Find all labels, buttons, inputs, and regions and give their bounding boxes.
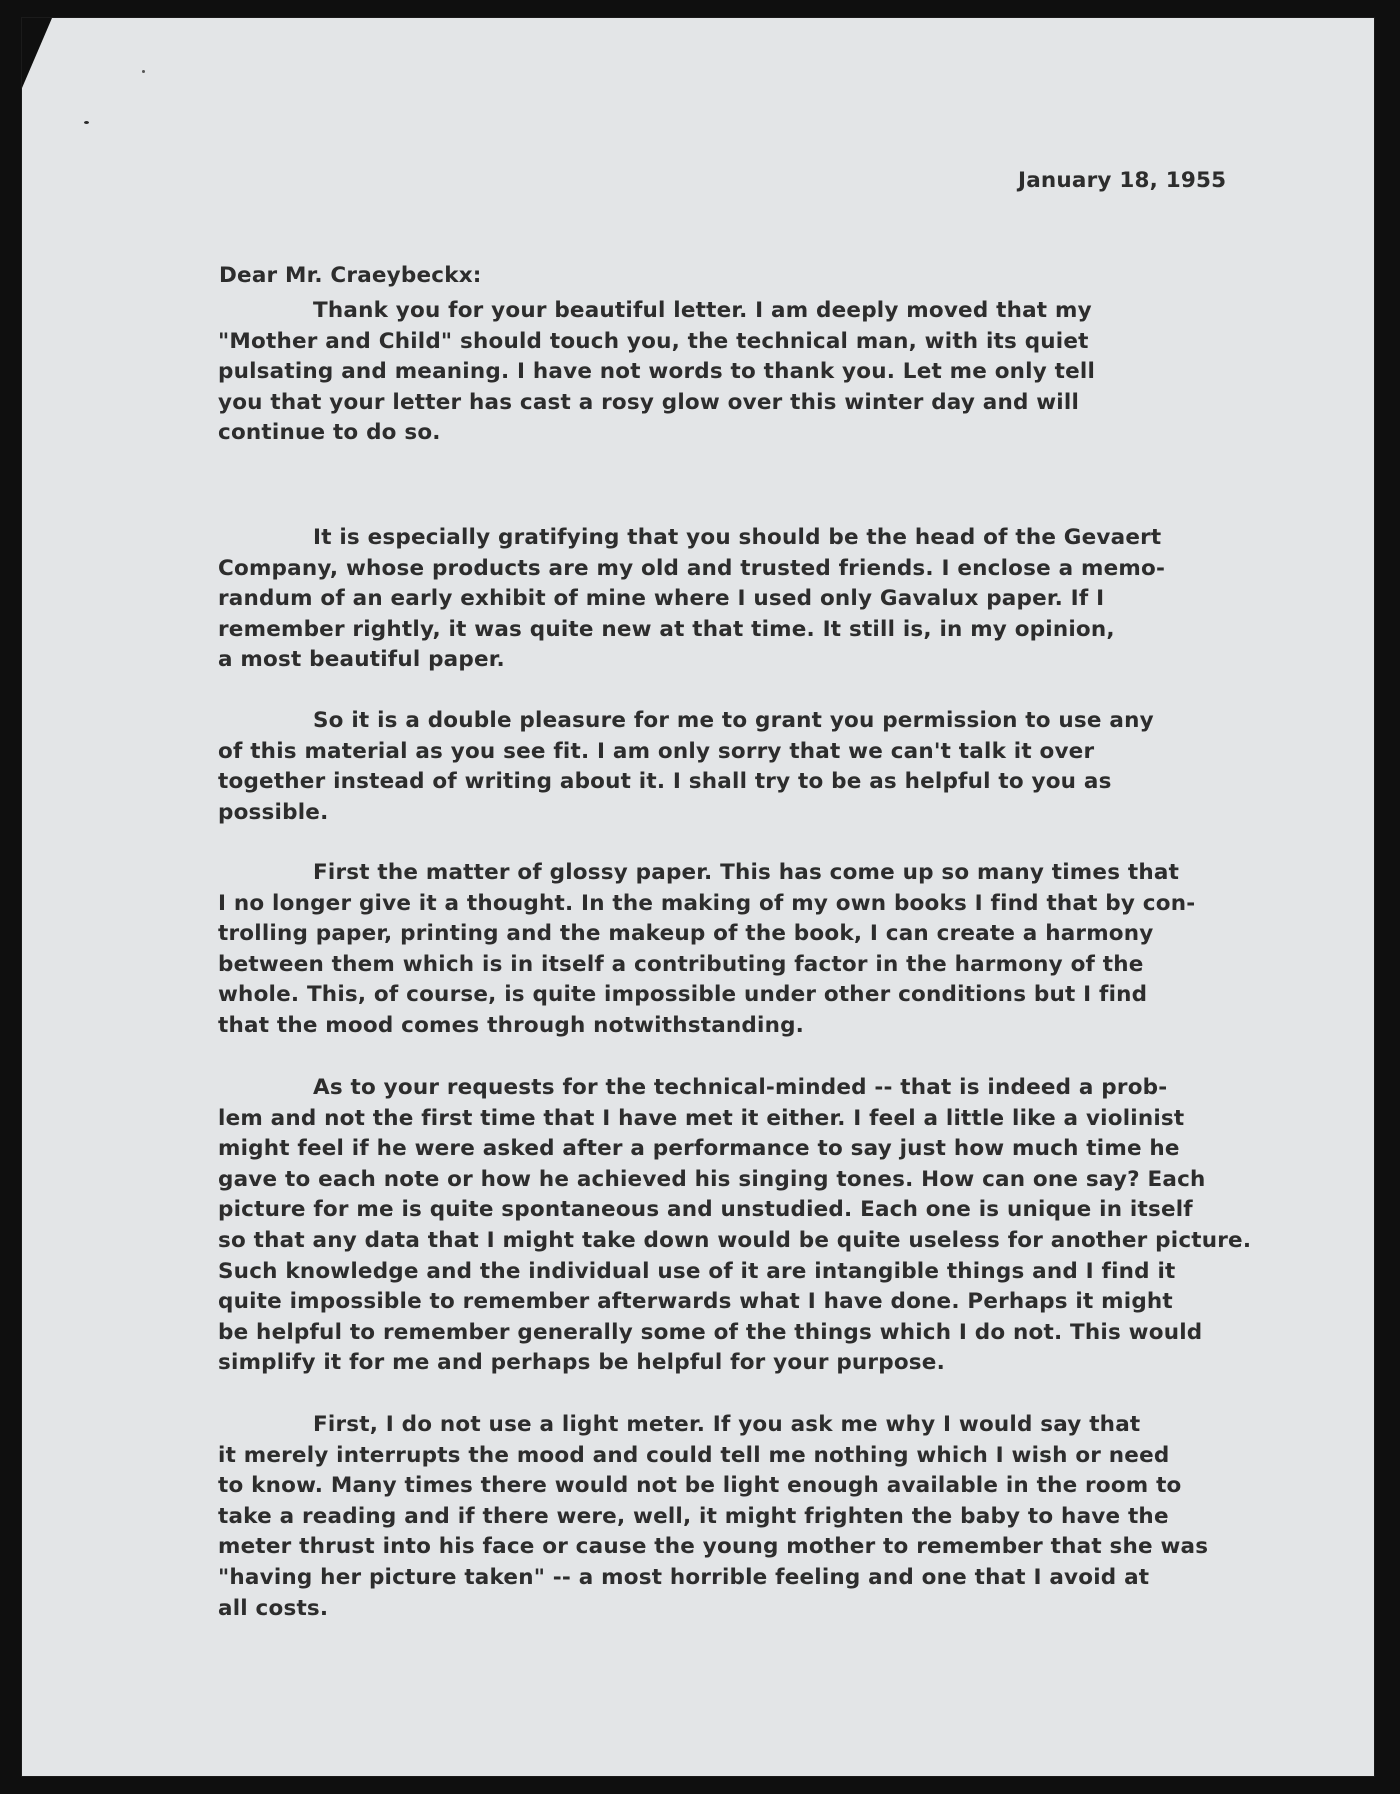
paragraph-5: [218, 1073, 1251, 1379]
text-line: gave to each note or how he achieved his singing tones. How can one say? Each: [218, 1166, 1206, 1192]
text-line: So it is a double pleasure for me to grant you permission to use any: [313, 708, 1154, 733]
text-line: picture for me is quite spontaneous and unstudied. Each one is unique in itself: [218, 1197, 1193, 1223]
text-line: it merely interrupts the mood and could tell me nothing which I wish or need: [218, 1442, 1170, 1468]
text-line: to know. Many times there would not be light enough available in the room to: [218, 1473, 1182, 1499]
text-line: As to your requests for the technical-minded -- that is indeed a prob-: [313, 1075, 1168, 1100]
letter-page: [22, 18, 1374, 1776]
text-line: lem and not the first time that I have met it either. I feel a little like a violinist: [218, 1105, 1185, 1131]
text-line: simplify it for me and perhaps be helpful for your purpose.: [218, 1350, 945, 1376]
text-line: all costs.: [218, 1595, 329, 1621]
text-line: continue to do so.: [218, 420, 441, 446]
letter-body: [22, 18, 1374, 1776]
paragraph-2: [218, 523, 1165, 676]
text-line: that the mood comes through notwithstanding.: [218, 1012, 805, 1038]
text-line: quite impossible to remember afterwards what I have done. Perhaps it might: [218, 1289, 1173, 1315]
text-line: "Mother and Child" should touch you, the technical man, with its quiet: [218, 328, 1089, 354]
text-line: "having her picture taken" -- a most horrible feeling and one that I avoid at: [218, 1564, 1150, 1590]
paragraph-3: [218, 706, 1154, 828]
paragraph-4: [218, 858, 1195, 1042]
text-line: Company, whose products are my old and trusted friends. I enclose a memo-: [218, 555, 1166, 581]
text-line: you that your letter has cast a rosy glow over this winter day and will: [218, 389, 1080, 415]
text-line: randum of an early exhibit of mine where I used only Gavalux paper. If I: [218, 586, 1105, 612]
text-line: It is especially gratifying that you should be the head of the Gevaert: [313, 525, 1162, 550]
text-line: First the matter of glossy paper. This has come up so many times that: [313, 860, 1180, 885]
text-line: Such knowledge and the individual use of it are intangible things and I find it: [218, 1258, 1176, 1284]
text-line: pulsating and meaning. I have not words to thank you. Let me only tell: [218, 359, 1096, 385]
paragraph-1: [218, 296, 1095, 449]
text-line: of this material as you see fit. I am only sorry that we can't talk it over: [218, 738, 1095, 764]
text-line: a most beautiful paper.: [218, 647, 505, 673]
letter-salutation: Dear Mr. Craeybeckx:: [219, 263, 482, 288]
text-line: possible.: [218, 799, 329, 825]
text-line: might feel if he were asked after a performance to say just how much time he: [218, 1136, 1180, 1162]
text-line: whole. This, of course, is quite impossible under other conditions but I find: [218, 982, 1148, 1008]
paragraph-6: [218, 1410, 1208, 1624]
letter-date: January 18, 1955: [1018, 168, 1227, 193]
text-line: First, I do not use a light meter. If you ask me why I would say that: [313, 1412, 1141, 1437]
text-line: take a reading and if there were, well, it might frighten the baby to have the: [218, 1503, 1169, 1529]
text-line: so that any data that I might take down would be quite useless for another picture.: [218, 1227, 1252, 1253]
text-line: Thank you for your beautiful letter. I am deeply moved that my: [313, 298, 1092, 323]
text-line: be helpful to remember generally some of the things which I do not. This would: [218, 1319, 1203, 1345]
text-line: between them which is in itself a contributing factor in the harmony of the: [218, 951, 1144, 977]
text-line: together instead of writing about it. I shall try to be as helpful to you as: [218, 769, 1112, 795]
text-line: I no longer give it a thought. In the making of my own books I find that by con-: [218, 890, 1196, 916]
text-line: trolling paper, printing and the makeup of the book, I can create a harmony: [218, 921, 1154, 947]
text-line: remember rightly, it was quite new at that time. It still is, in my opinion,: [218, 616, 1115, 642]
text-line: meter thrust into his face or cause the young mother to remember that she was: [218, 1534, 1209, 1560]
